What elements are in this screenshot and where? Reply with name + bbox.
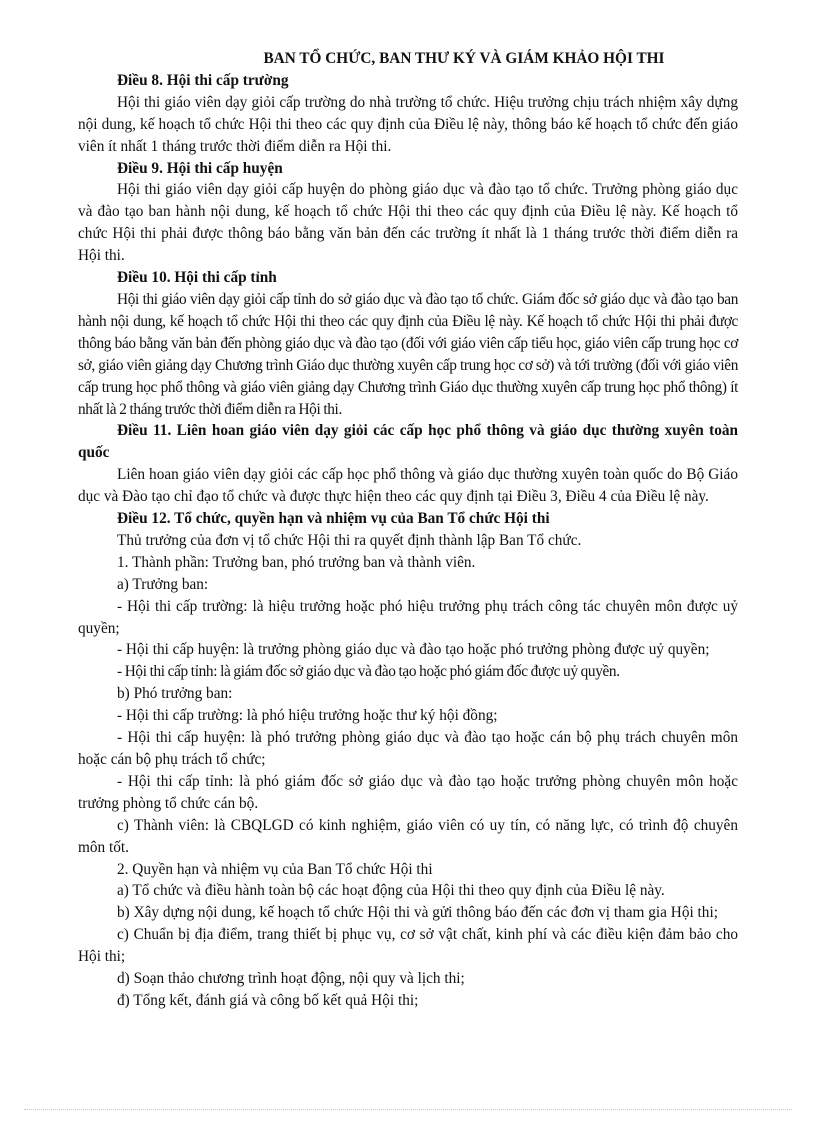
paragraph: - Hội thi cấp tỉnh: là phó giám đốc sở giáo dục và đào tạo hoặc trưởng phòng chuyên môn hoặc trưởng phòng tổ chức cán bộ. <box>78 772 738 812</box>
article-heading: Điều 12. Tổ chức, quyền hạn và nhiệm vụ của Ban Tổ chức Hội thi <box>117 510 550 528</box>
paragraph: - Hội thi cấp tỉnh: là giám đốc sở giáo dục và đào tạo hoặc phó giám đốc được uỷ quyền. <box>117 663 620 681</box>
paragraph: Hội thi giáo viên dạy giỏi cấp trường do nhà trường tổ chức. Hiệu trưởng chịu trách nhiệm xây dựng nội dung, kế hoạch tổ chức Hội thi theo các quy định của Điều lệ này, thông báo kế hoạch tổ chức đến giáo viên ít nhất 1 tháng trước thời điểm diễn ra Hội thi. <box>78 93 738 155</box>
paragraph: Liên hoan giáo viên dạy giỏi các cấp học phổ thông và giáo dục thường xuyên toàn quốc do Bộ Giáo dục và Đào tạo chỉ đạo tổ chức và được thực hiện theo các quy định tại Điều 3, Điều 4 của Điều lệ này. <box>78 466 738 506</box>
paragraph: b) Xây dựng nội dung, kế hoạch tổ chức Hội thi và gửi thông báo đến các đơn vị tham gia Hội thi; <box>117 904 718 922</box>
paragraph: c) Thành viên: là CBQLGD có kinh nghiệm, giáo viên có uy tín, có năng lực, có trình độ chuyên môn tốt. <box>78 816 738 856</box>
paragraph: - Hội thi cấp huyện: là phó trưởng phòng giáo dục và đào tạo hoặc cán bộ phụ trách chuyên môn hoặc cán bộ phụ trách tổ chức; <box>78 729 738 768</box>
paragraph: - Hội thi cấp trường: là hiệu trưởng hoặc phó hiệu trưởng phụ trách công tác chuyên môn được uỷ quyền; <box>78 597 738 637</box>
chapter-title: BAN TỔ CHỨC, BAN THƯ KÝ VÀ GIÁM KHẢO HỘI THI <box>263 50 665 67</box>
paragraph: a) Trưởng ban: <box>117 575 209 593</box>
paragraph: - Hội thi cấp huyện: là trưởng phòng giáo dục và đào tạo hoặc phó trưởng phòng được uỷ quyền; <box>117 641 710 659</box>
paragraph: 1. Thành phần: Trưởng ban, phó trưởng ban và thành viên. <box>117 553 476 571</box>
paragraph: đ) Tổng kết, đánh giá và công bố kết quả Hội thi; <box>117 991 419 1009</box>
paragraph: a) Tổ chức và điều hành toàn bộ các hoạt động của Hội thi theo quy định của Điều lệ này. <box>117 882 665 900</box>
article-9 <box>78 158 738 268</box>
article-heading: Điều 10. Hội thi cấp tỉnh <box>117 269 277 287</box>
paragraph: Hội thi giáo viên dạy giỏi cấp tỉnh do sở giáo dục và đào tạo tổ chức. Giám đốc sở giáo dục và đào tạo ban hành nội dung, kế hoạch tổ chức Hội thi theo các quy định của Điều lệ này. Kế hoạch tổ chức Hội thi phải được thông báo bằng văn bản đến phòng giáo dục và đào tạo (đối với giáo viên cấp tiểu học, giáo viên cấp trung học cơ sở, giáo viên giảng dạy Chương trình Giáo dục thường xuyên cấp trung học cơ sở) và tới trường (đối với giáo viên cấp trung học phổ thông và giáo viên giảng dạy Chương trình Giáo dục thường xuyên cấp trung học phổ thông) ít nhất là 2 tháng trước thời điểm diễn ra Hội thi. <box>78 290 738 418</box>
paragraph: c) Chuẩn bị địa điểm, trang thiết bị phục vụ, cơ sở vật chất, kinh phí và các điều kiện đảm bảo cho Hội thi; <box>78 926 738 966</box>
article-8 <box>78 70 738 158</box>
paragraph: Hội thi giáo viên dạy giỏi cấp huyện do phòng giáo dục và đào tạo tổ chức. Trưởng phòng giáo dục và đào tạo ban hành nội dung, kế hoạch tổ chức Hội thi theo các quy định của Điều lệ này. Kế hoạch tổ chức Hội thi phải được thông báo bằng văn bản đến các trường ít nhất là 1 tháng trước thời điểm diễn ra Hội thi. <box>78 181 738 265</box>
article-11 <box>78 420 738 508</box>
article-heading: Điều 11. Liên hoan giáo viên dạy giỏi các cấp học phổ thông và giáo dục thường xuyên toàn quốc <box>78 422 738 462</box>
paragraph: 2. Quyền hạn và nhiệm vụ của Ban Tổ chức Hội thi <box>117 860 433 878</box>
paragraph: - Hội thi cấp trường: là phó hiệu trưởng hoặc thư ký hội đồng; <box>117 707 498 725</box>
page-divider <box>24 1109 792 1110</box>
article-heading: Điều 8. Hội thi cấp trường <box>117 71 289 89</box>
paragraph: Thủ trưởng của đơn vị tổ chức Hội thi ra quyết định thành lập Ban Tổ chức. <box>117 531 582 549</box>
article-heading: Điều 9. Hội thi cấp huyện <box>117 159 283 177</box>
paragraph: d) Soạn thảo chương trình hoạt động, nội quy và lịch thi; <box>117 970 465 988</box>
article-10 <box>78 267 738 420</box>
paragraph: b) Phó trưởng ban: <box>117 685 233 703</box>
article-12 <box>78 508 738 1012</box>
